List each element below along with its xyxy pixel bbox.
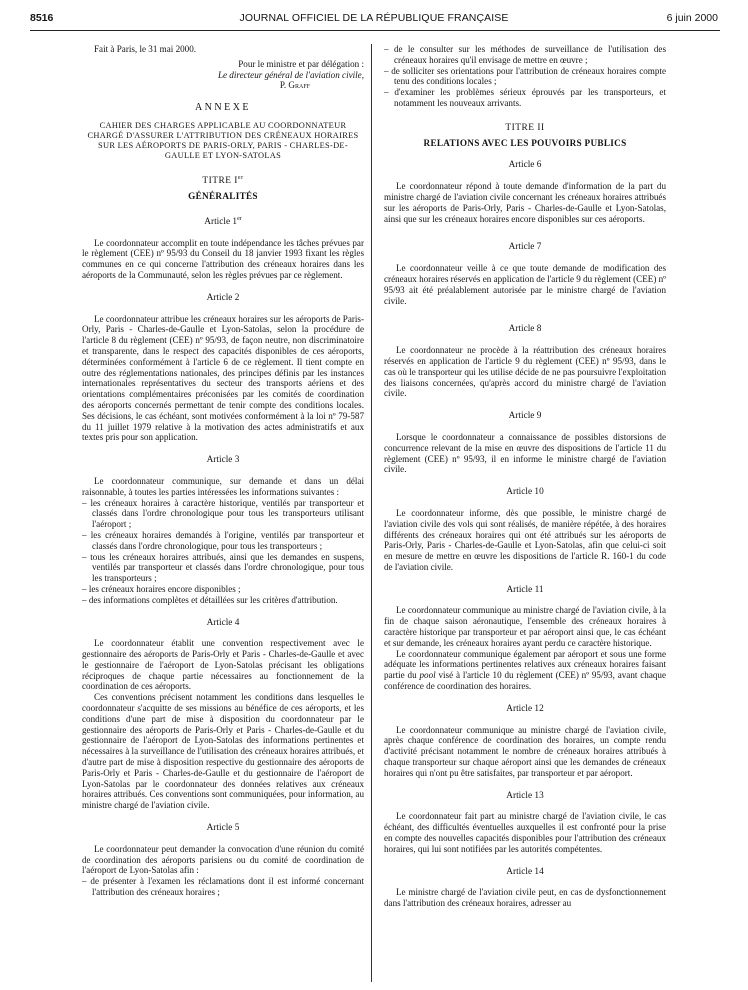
article-4-text-2: Ces conventions précisent notamment les conditions dans lesquelles le coordonnateur s'acquitte de ses missions au bénéfice de ces aéroports, et les conditions d'une part de mise à disposition du coordonnateur par le gestionnaire des aéroports de Paris-Orly et Paris - Charles-de-Gaulle et du gestionnaire de l'aéroport de Lyon-Satolas des informations pertinentes et nécessaires à la surveillance de l'utilisation des créneaux horaires attribués, et d'autre part de mise à disposition respective du gestionnaire des aéroports de Paris-Orly et Paris - Charles-de-Gaulle et du gestionnaire de l'aéroport de Lyon-Satolas par le coordonnateur des données relatives aux créneaux horaires attribués. Ces conventions sont communiquées, pour information, au ministre chargé de l'aviation civile. (82, 692, 364, 811)
article-14-heading: Article 14 (506, 866, 544, 877)
article-13-heading: Article 13 (506, 790, 544, 801)
article-9-text: Lorsque le coordonnateur a connaissance de possibles distorsions de concurrence relevant de la mise en œuvre des dispositions de l'article 11 du règlement (CEE) nº 95/93, il en informe le ministre chargé de l'aviation civile. (384, 431, 666, 475)
right-column (384, 44, 666, 980)
article-5-list-right (384, 44, 666, 109)
article-4-heading: Article 4 (206, 617, 240, 628)
signature-place-date: Fait à Paris, le 31 mai 2000. (94, 44, 197, 54)
annex-heading: ANNEXE (194, 102, 252, 114)
article-13-text: Le coordonnateur fait part au ministre chargé de l'aviation civile, le cas échéant, des difficultés éventuelles auxquelles il est confronté pour la prise en compte des nouvelles capacités disponibles pour l'attribution des créneaux horaires, qui lui sont notifiées par les autorités compétentes. (384, 811, 666, 854)
title-1-heading (82, 173, 364, 187)
article-1-heading (82, 214, 364, 228)
article-9-heading: Article 9 (508, 411, 542, 422)
article-3-item: – les créneaux horaires demandés à l'origine, ventilés par transporteur et classés dans l'ordre chronologique, pour tous les transporteurs ; (82, 530, 364, 552)
issue-date: 6 juin 2000 (666, 12, 718, 24)
article-12-heading: Article 12 (506, 703, 544, 714)
article-5-item: – d'examiner les problèmes sérieux éprouvés par les transporteurs, et notamment les nouveaux arrivants. (384, 87, 666, 109)
article-7-text: Le coordonnateur veille à ce que toute demande de modification des créneaux horaires réservés en application de l'article 9 du règlement (CEE) nº 95/93 ait été préalablement autorisée par le ministre chargé de l'aviation civile. (384, 263, 666, 306)
article-11-heading: Article 11 (506, 584, 544, 595)
annex-subtitle: CAHIER DES CHARGES APPLICABLE AU COORDONNATEUR CHARGÉ D'ASSURER L'ATTRIBUTION DES CRÉNEAUX HORAIRES SUR LES AÉROPORTS DE PARIS-ORLY, PARIS - CHARLES-DE-GAULLE ET LYON-SATOLAS (87, 120, 359, 160)
title-1-subheading: GÉNÉRALITÉS (188, 190, 258, 201)
article-2-heading: Article 2 (206, 292, 240, 303)
article-12-text: Le coordonnateur communique au ministre chargé de l'aviation civile, après chaque conférence de coordination des horaires, un compte rendu d'activité précisant notamment le nombre de créneaux horaires attribués à chaque transporteur sur chaque aéroport ainsi que les demandes de créneaux horaires qui n'ont pu être satisfaites, par transporteur et par aéroport. (384, 724, 666, 778)
title-1-sup: er (237, 174, 244, 181)
column-divider (371, 44, 372, 982)
article-1-label: Article 1 (204, 216, 238, 227)
page-number: 8516 (30, 12, 54, 24)
title-1-label: TITRE I (202, 176, 238, 187)
article-5-intro: Le coordonnateur peut demander la convocation d'une réunion du comité de coordination des aéroports parisiens ou du comité de coordination de l'aéroport de Lyon-Satolas afin : (82, 843, 364, 876)
title-2-subheading: RELATIONS AVEC LES POUVOIRS PUBLICS (423, 137, 627, 148)
article-3-intro: Le coordonnateur communique, sur demande et dans un délai raisonnable, à toutes les parties intéressées les informations suivantes : (82, 475, 364, 497)
article-3-item: – les créneaux horaires encore disponibles ; (82, 584, 364, 595)
article-1-text: Le coordonnateur accomplit en toute indépendance les tâches prévues par le règlement (CEE) nº 95/93 du Conseil du 18 janvier 1993 fixant les règles communes en ce qui concerne l'attribution des créneaux horaires dans les aéroports de la Communauté, selon les règles prévues par ce règlement. (82, 237, 364, 280)
article-1-sup: er (237, 215, 242, 222)
article-6-text: Le coordonnateur répond à toute demande d'information de la part du ministre chargé de l'aviation civile concernant les créneaux horaires attribués sur les aéroports de Paris-Orly, Paris - Charles-de-Gaulle et Lyon-Satolas, ainsi que sur les créneaux horaires encore disponibles sur ces aéroports. (384, 181, 666, 224)
article-7-heading: Article 7 (508, 242, 542, 253)
article-6-heading: Article 6 (508, 160, 542, 171)
article-3-item: – les créneaux horaires à caractère historique, ventilés par transporteur et classés dans l'ordre chronologique pour tous les transporteurs utilisant l'aéroport ; (82, 498, 364, 530)
signature-name: P. Graff (279, 80, 310, 91)
article-3-heading: Article 3 (206, 455, 240, 466)
article-5-item: – de solliciter ses orientations pour l'attribution de créneaux horaires compte tenu des conditions locales ; (384, 66, 666, 88)
article-3-item: – tous les créneaux horaires attribués, ainsi que les demandes en suspens, ventilés par transporteur et classés dans l'ordre chronologique, pour tous les transporteurs ; (82, 552, 364, 584)
page-header (30, 12, 718, 28)
article-11-text-2a: Le coordonnateur communique également par aéroport et sous une forme adéquate les informations pertinentes relatives aux créneaux horaires faisant partie du (384, 648, 666, 681)
article-8-text: Le coordonnateur ne procède à la réattribution des créneaux horaires réservés en application de l'article 9 du règlement (CEE) nº 95/93, dans le cas où le transporteur qui les utilise décide de ne pas poursuivre l'exploitation des liaisons concernées, qu'après accord du ministre chargé de l'aviation civile. (384, 345, 666, 399)
article-3-item: – des informations complètes et détaillées sur les critères d'attribution. (82, 595, 364, 606)
article-11-text-2 (384, 649, 666, 692)
article-14-text: Le ministre chargé de l'aviation civile peut, en cas de dysfonctionnement dans l'attribution des créneaux horaires, adresser au (384, 887, 666, 909)
article-3-list (82, 498, 364, 606)
article-2-text: Le coordonnateur attribue les créneaux horaires sur les aéroports de Paris-Orly, Paris - Charles-de-Gaulle et Lyon-Satolas, selon la procédure de l'article 8 du règlement (CEE) nº 95/93, de façon neutre, non discriminatoire et transparente, dans le respect des capacités disponibles de ces aéroports, déterminées conformément à l'article 6 de ce règlement. Il tient compte en outre des réglementations nationales, des principes définis par les instances internationales représentatives du secteur des transports aériens et des orientations complémentaires préconisées par les comités de coordination des aéroports concernés permettant de tenir compte des conditions locales. Ses décisions, le cas échéant, sont motivées conformément à la loi nº 79-587 du 11 juillet 1979 relative à la motivation des actes administratifs et aux textes pris pour son application. (82, 313, 364, 443)
title-2-heading: TITRE II (505, 122, 545, 133)
article-11-text-2b: visé à l'article 10 du règlement (CEE) nº 95/93, avant chaque conférence de coordination des horaires. (384, 670, 666, 692)
signature-delegation: Pour le ministre et par délégation : (238, 58, 364, 69)
article-8-heading: Article 8 (508, 324, 542, 335)
left-column (82, 44, 364, 980)
header-rule (30, 30, 720, 31)
signature-block (82, 44, 364, 91)
journal-title: JOURNAL OFFICIEL DE LA RÉPUBLIQUE FRANÇAISE (239, 12, 509, 24)
article-10-text: Le coordonnateur informe, dès que possible, le ministre chargé de l'aviation civile des vols qui sont réalisés, de manière répétée, à des horaires différents des créneaux horaires qui ont été attribués sur les aéroports de Paris-Orly, Paris - Charles-de-Gaulle et Lyon-Satolas, afin que celui-ci soit en mesure de mettre en œuvre les dispositions de l'article R. 160-1 du code de l'aviation civile. (384, 507, 666, 572)
article-5-item: – de présenter à l'examen les réclamations dont il est informé concernant l'attribution des créneaux horaires ; (82, 876, 364, 898)
article-10-heading: Article 10 (506, 487, 544, 498)
article-5-heading: Article 5 (206, 823, 240, 834)
article-5-list-left (82, 876, 364, 898)
article-5-item: – de le consulter sur les méthodes de surveillance de l'utilisation des créneaux horaires qu'il envisage de mettre en œuvre ; (384, 44, 666, 66)
article-11-pool-term: pool (419, 670, 436, 681)
article-11-text-1: Le coordonnateur communique au ministre chargé de l'aviation civile, à la fin de chaque saison aéronautique, l'ensemble des créneaux horaires à caractère historique par transporteur et par aéroport ainsi que, le cas échéant et sur demande, les créneaux horaires ayant perdu ce caractère historique. (384, 605, 666, 648)
article-4-text-1: Le coordonnateur établit une convention respectivement avec le gestionnaire des aéroports de Paris-Orly et Paris - Charles-de-Gaulle et avec le gestionnaire de l'aéroport de Lyon-Satolas précisant les obligations réciproques de chaque partie nécessaires au fonctionnement de la coordination de ces aéroports. (82, 638, 364, 692)
signature-role: Le directeur général de l'aviation civile, (217, 69, 364, 80)
